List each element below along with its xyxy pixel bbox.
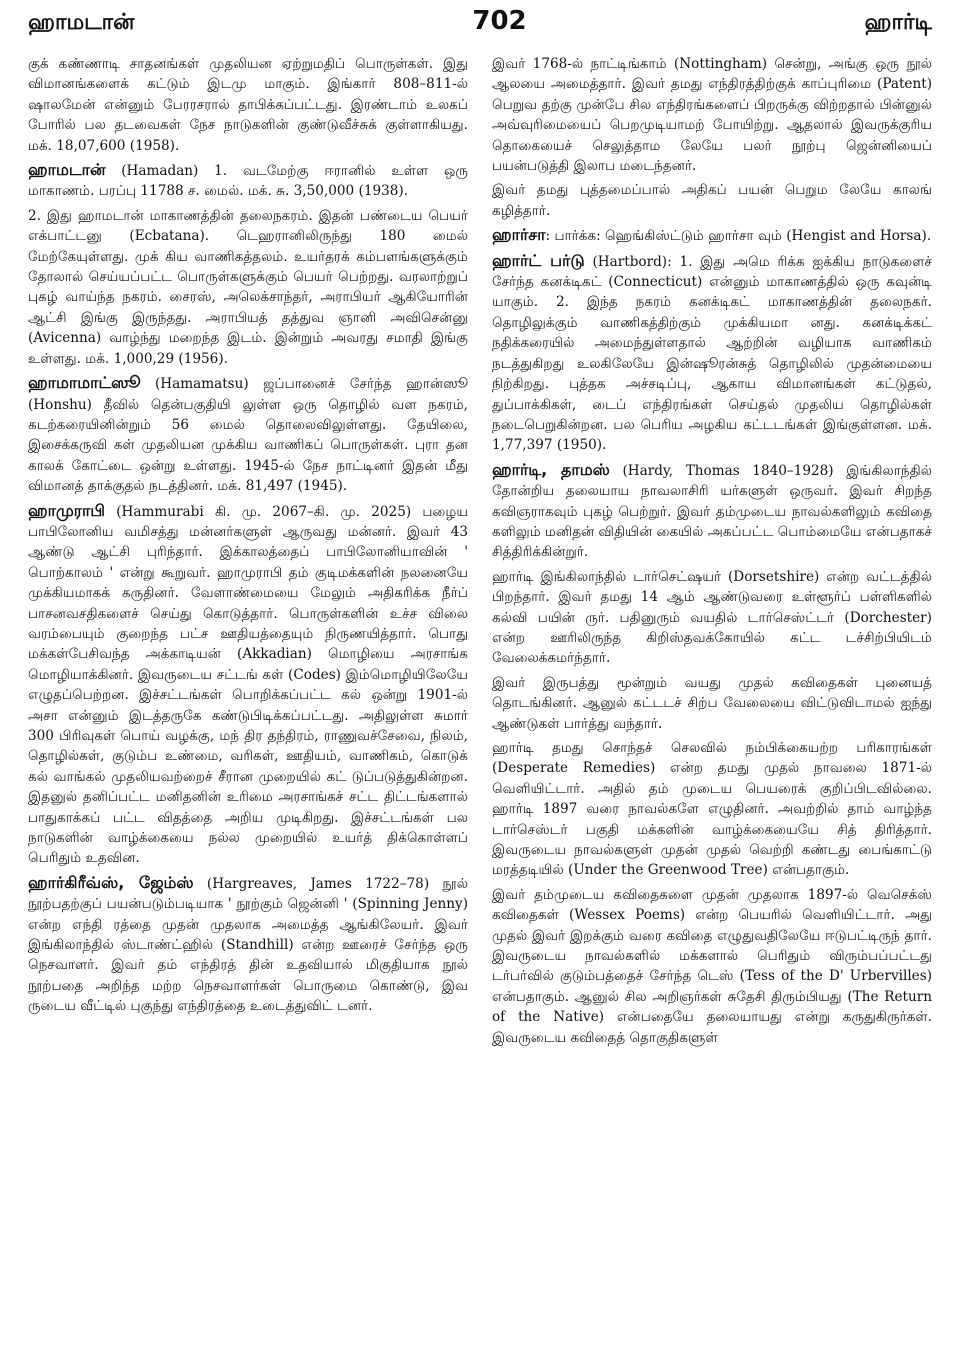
left-column [28,54,468,1052]
entry-text: ஹார்டி இங்கிலாந்தில் டார்செட்ஷயர் (Dorsetshire) என்ற வட்டத்தில் பிறந்தார். இவர் தமது 14 ஆம் ஆண்டுவரை உள்ளூர்ப் பள்ளிகளில் கல்வி பயின் ருர். பதினுரும் வயதில் டார்செஸ்ட்டர் (Dorchester) என்ற ஊரிலிருந்த கிறிஸ்தவக்கோயில் கட்ட டச்சிற்பியிடம் வேலைக்கமர்ந்தார். [492,568,932,667]
entry-paragraph [492,54,932,176]
entry-text: ஹார்டி தமது சொந்தச் செலவில் நம்பிக்கையற்ற பரிகாரங்கள் (Desperate Remedies) என்ற தமது முதல் நாவலை 1871-ல் வெளியிட்டார். அதில் தம் முடைய பெயரைக் குறிப்பிடவில்லை. ஹார்டி 1897 வரை நாவல்களே எழுதினர். அவற்றில் தாம் வாழ்ந்த டார்செஸ்டர் பகுதி மக்களின் வாழ்க்கையையே சித் திரித்தார். இவருடைய நாவல்களுள் முதன் முதல் வெற்றி கண்டது பைங்காட்டு மரத்தடியில் (Under the Greenwood Tree) என்பதாகும். [492,740,932,879]
entry-paragraph [492,738,932,881]
entry-paragraph [492,180,932,221]
entry-text: இவர் தமது புத்தமைப்பால் அதிகப் பயன் பெறும லேயே காலங் கழித்தார். [492,182,932,219]
entry-headword: ஹார்டி, தாமஸ் [492,459,610,479]
entry-text: (Hargreaves, James 1722–78) நூல் நூற்பதற்குப் பயன்படும்படியாக ' நூற்கும் ஜென்னி ' (Spinning Jenny) என்ற எந்தி ரத்தை முதன் முதலாக அமைத்த ஆங்கிலேயர். இவர் இங்கிலாந்தில் ஸ்டாண்ட்ஹில் (Standhill) என்ற ஊரைச் சேர்ந்த ஒரு நெசவாளர். இவர் தம் எந்திரத் தின் உதவியால் மிகுதியாக நூல் நூற்பதை அறிந்த மற்ற நெசவாளர்கள் பொருமை கொண்டு, இவ ருடைய வீட்டில் புகுந்து எந்திரத்தை உடைத்துவிட் டனர். [28,875,468,1015]
page-number: 702 [472,6,527,36]
entry-text: (Hamamatsu) ஜப்பானைச் சேர்ந்த ஹான்ஸூ (Honshu) தீவில் தென்பகுதியி லுள்ள ஒரு தொழில் வள நகரம், கடற்கரையினின்றும் 56 மைல் தொலைவிலுள்ளது. தேயிலை, இசைக்கருவி கள் முதலியன முக்கிய வாணிகப் பொருள்கள். புரா தன காலக் கோட்டை ஒன்று உள்ளது. 1945-ல் நேச நாட்டினர் இதன் மீது விமானத் தாக்குதல் நடத்தினர். மக். 81,497 (1945). [28,376,468,495]
entry-headword: ஹாமாமாட்ஸூ [28,373,141,393]
entry-headword: ஹார்கிரீவ்ஸ், ஜேம்ஸ் [28,872,194,892]
entry-text: இவர் தம்முடைய கவிதைகளை முதன் முதலாக 1897-ல் வெசெக்ஸ் கவிதைகள் (Wessex Poems) என்ற பெயரில் வெளியிட்டார். அது முதல் இவர் இறக்கும் வரை கவிதை எழுதுவதிலேயே ஈடுபட்டிருந் தார். இவருடைய நாவல்களில் மக்களால் பெரிதும் விரும்பப்பட்டது டர்பர்வில் குடும்பத்தைச் சேர்ந்த டெஸ் (Tess of the D' Urbervilles) என்பதாகும். ஆனுல் சில அறிஞர்கள் சுதேசி திரும்பியது (The Return of the Native) என்பதையே தலையாயது என்று கருதுகிருர்கள். இவருடைய கவிதைத் தொகுதிகளுள் [492,886,932,1046]
two-column-body [28,54,932,1052]
page-header [28,6,932,54]
entry-headword: ஹாமுராபி [28,500,105,520]
entry-text: (Hamadan) 1. வடமேற்கு ஈரானில் உள்ள ஒரு மாகாணம். பரப்பு 11788 ச. மைல். மக். சு. 3,50,000 (1938). [28,163,468,200]
header-right-headword: ஹார்டி [864,10,932,35]
entry-paragraph [492,567,932,669]
entry-text: (Hardy, Thomas 1840–1928) இங்கிலாந்தில் தோன்றிய தலையாய நாவலாசிரி யர்களுள் ஒருவர். இவர் சிறந்த கவிஞராகவும் புகழ் பெற்றுர். இவர் தம்முடைய நாவல்களிலும் கவிதை களிலும் மனிதன் விதியின் கையில் அகப்பட்ட பொம்மையே என்பதாகச் சித்திரிக்கின்றுர். [492,462,932,561]
header-left-headword: ஹாமடான் [28,10,135,35]
entry-headword: ஹார்ட் பர்டு [492,250,585,270]
entry-paragraph [28,206,468,369]
entry-text: இவர் இருபத்து மூன்றும் வயது முதல் கவிதைகள் புனையத் தொடங்கினர். ஆனுல் கட்டடச் சிற்ப வேலையை விட்டுவிடாமல் ஐந்து ஆண்டுகள் பார்த்து வந்தார். [492,674,932,732]
entry-text: (Hartbord): 1. இது அமெ ரிக்க ஐக்கிய நாடுகளைச் சேர்ந்த கனக்டிகட் (Connecticut) என்னும் மாகாணத்தில் ஒரு கவுன்டி யாகும். 2. இந்த நகரம் கனக்டிகட் மாகாணத்தின் தலைநகர். தொழிலுக்கும் வாணிகத்திற்கும் முக்கியமா னது. கனக்டிக்கட் நதிக்கரையில் அமைந்துள்ளதால் ஆற்றின் வழியாக வாணிகம் நடத்துகிறது உலகிலேயே இன்ஷூரன்சுத் தொழிலில் முதன்மையை நிற்கிறது. புத்தக அச்சடிப்பு, ஆகாய விமானங்கள் கட்டுதல், துப்பாக்கிகள், டைப் எந்திரங்கள் செய்தல் முதலிய தொழில்கள் நடைபெறுகின்றன. பல பெரிய அழகிய கட்டடங்கள் இங்குள்ளன. மக். 1,77,397 (1950). [492,253,932,454]
entry-headword: ஹாமடான் [28,160,106,180]
entry-headword: ஹார்சா [492,225,546,245]
entry-text: இவர் 1768-ல் நாட்டிங்காம் (Nottingham) சென்று, அங்கு ஒரு நூல் ஆலயை அமைத்தார். இவர் தமது எந்திரத்திற்குக் காப்புரிமை (Patent) பெறுவ தற்கு முன்பே சில எந்திரங்களைப் பிறருக்கு விற்றதால் பின்னுல் அவ்வுரிமையைப் பெறமுடியாமற் போயிற்று. ஆதலால் இவருக்குரிய தொகையைச் செலுத்தாம லேயே பலர் நூற்பு ஜென்னியைப் பயன்படுத்தி இலாப மடைந்தனர். [492,56,932,175]
entry-text: குக் கண்ணாடி சாதனங்கள் முதலியன ஏற்றுமதிப் பொருள்கள். இது விமானங்களைக் கட்டும் இடமு மாகும். இங்கார் 808–811-ல் ஷாலமேன் என்னும் பேரரசரால் தாபிக்கப்பட்டது. இரண்டாம் உலகப் போரில் பல தடவைகள் நேச நாடுகளின் குண்டுவீச்சுக் குள்ளாகியது. மக். 18,07,600 (1958). [28,56,468,154]
right-column [492,54,932,1052]
entry-text: : பார்க்க: ஹெங்கிஸ்ட்டும் ஹார்சா வும் (Hengist and Horsa). [545,228,932,245]
entry-paragraph [28,373,468,496]
entry-text: (Hammurabi கி. மு. 2067–கி. மு. 2025) பழைய பாபிலோனிய வமிசத்து மன்னர்களுள் ஆருவது மன்னர். இவர் 43 ஆண்டு ஆட்சி புரிந்தார். இக்காலத்தைப் பாபிலோனியாவின் ' பொற்காலம் ' என்று கூறுவர். ஹாமுராபி தம் குடிமக்களின் நலனையே முக்கியமாகக் கருதினர். வேளாண்மையை மேலும் அதிகரிக்க நீர்ப் பாசனவசதிகளைச் செய்து கொடுத்தார். பொருள்களின் உச்ச விலை வரம்பையும் குறைந்த பட்ச ஊதியத்தையும் நிருணயித்தார். பொது மக்கள்பேசிவந்த அக்காடியன் (Akkadian) மொழியை அரசாங்க மொழியாக்கினர். இவருடைய சட்டங் கள் (Codes) இம்மொழியிலேயே எழுதப்பெற்றன. இச்சட்டங்கள் பொறிக்கப்பட்ட கல் ஒன்று 1901-ல் அசா என்னும் இடத்தருகே கண்டுபிடிக்கப்பட்டது. அதிலுள்ள சுமார் 300 பிரிவுகள் பொய் வழக்கு, மந் திர தந்திரம், ராணுவச்சேவை, நிலம், தொழில்கள், குடும்ப உண்மை, வரிகள், ஊதியம், வாணிகம், கொடுக் கல் வாங்கல் முதலியவற்றைச் சீரான முறையில் கட் டுப்படுத்துகின்றன. இதனுல் தனிப்பட்ட மனிதனின் உரிமை அரசாங்கச் சட்ட திட்டங்களால் பாதுகாக்கப் பட்ட விதத்தை அறிய முடிகிறது. இச்சட்டங்கள் பல நாடுகளின் வாழ்க்கையை நல்ல முறையில் உயர்த் திக்கொள்ளப் பெரிதும் உதவின. [28,503,468,867]
entry-paragraph [492,251,932,456]
entry-paragraph [28,501,468,869]
entry-paragraph [28,54,468,156]
entry-paragraph [492,673,932,734]
entry-paragraph [492,885,932,1048]
entry-paragraph [492,225,932,246]
entry-paragraph [28,160,468,202]
entry-paragraph [492,460,932,563]
entry-text: 2. இது ஹாமடான் மாகாணத்தின் தலைநகரம். இதன் பண்டைய பெயர் எக்பாட்டனு (Ecbatana). டெஹரானிலிருந்து 180 மைல் மேற்கேயுள்ளது. முக் கிய வாணிகத்தலம். உயர்தரக் கம்பளங்களுக்கும் தோலால் செய்யப்பட்ட பொருள்களுக்கும் பெயர் பெற்றது. வரலாற்றுப் புகழ் வாய்ந்த நகரம். சைரஸ், அலெக்சாந்தர், அராபியர் ஆகியோரின் ஆட்சி இங்கு இருந்தது. அராபியத் தத்துவ ஞானி அவிசென்னு (Avicenna) வாழ்ந்து மறைந்த இடம். இன்றும் அவரது சமாதி இங்கு உள்ளது. மக். 1,000,29 (1956). [28,207,468,367]
entry-paragraph [28,873,468,1017]
